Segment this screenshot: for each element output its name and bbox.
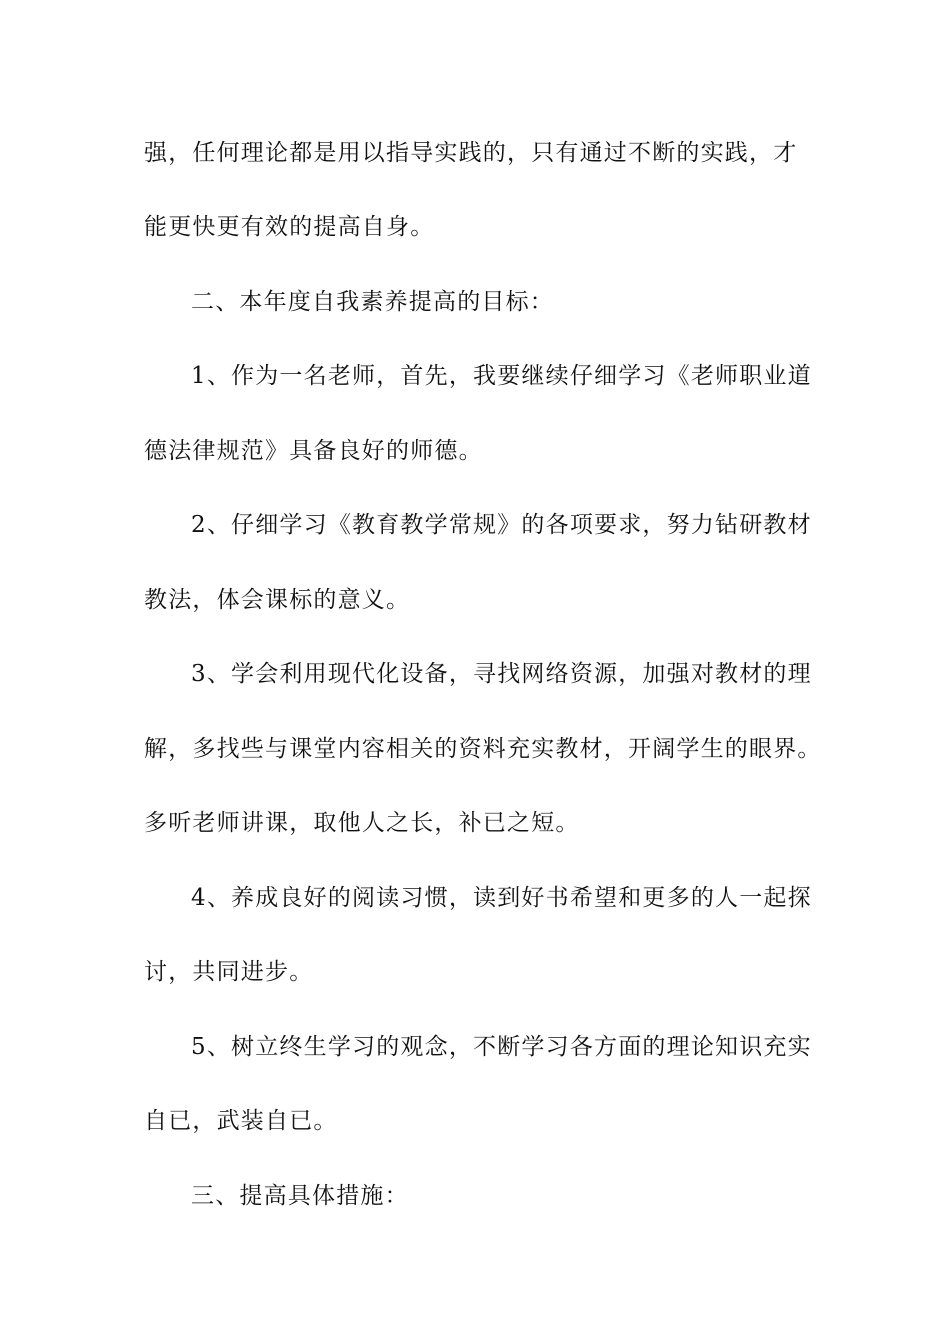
- list-item-text: 3、学会利用现代化设备，寻找网络资源，加强对教材的理: [191, 661, 812, 687]
- text-line: 教法，体会课标的意义。: [144, 587, 411, 613]
- text-line: 解，多找些与课堂内容相关的资料充实教材，开阔学生的眼界。: [144, 736, 822, 762]
- section-heading: 二、本年度自我素养提高的目标：: [191, 289, 554, 315]
- section-heading: 三、提高具体措施：: [191, 1183, 409, 1209]
- text-line: 自已，武装自已。: [144, 1108, 338, 1134]
- text-line: 讨，共同进步。: [144, 959, 314, 985]
- text-line: 多听老师讲课，取他人之长，补已之短。: [144, 810, 580, 836]
- list-item-text: 1、作为一名老师，首先，我要继续仔细学习《老师职业道: [191, 363, 812, 389]
- list-item-text: 2、仔细学习《教育教学常规》的各项要求，努力钻研教材: [191, 512, 812, 538]
- list-item-text: 4、养成良好的阅读习惯，读到好书希望和更多的人一起探: [191, 885, 812, 911]
- text-line: 德法律规范》具备良好的师德。: [144, 438, 483, 464]
- list-item-text: 5、树立终生学习的观念，不断学习各方面的理论知识充实: [191, 1034, 812, 1060]
- text-line: 能更快更有效的提高自身。: [144, 214, 435, 240]
- text-line: 强，任何理论都是用以指导实践的，只有通过不断的实践，才: [144, 140, 798, 166]
